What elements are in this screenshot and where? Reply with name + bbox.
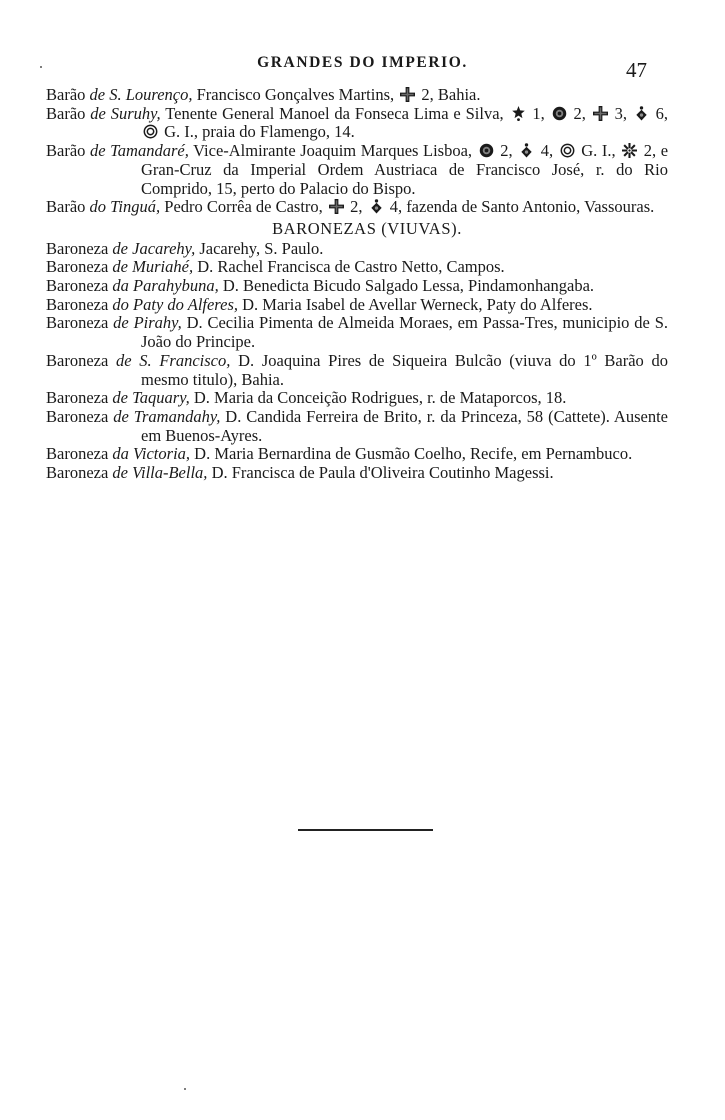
entry-preposition: de <box>113 313 129 333</box>
decoration-value: 2 <box>350 197 359 217</box>
entry-text: D. Benedicta Bicudo Salgado Lessa, Pindamonhangaba. <box>218 276 595 296</box>
entry-text: D. Maria da Conceição Rodrigues, r. de Mataporcos, 18. <box>189 388 567 408</box>
entry-text: Vice-Almirante Joaquim Marques Lisboa, <box>188 141 477 161</box>
entries-list <box>46 86 668 483</box>
entry-preposition: de <box>112 257 128 277</box>
entry-text: Tenente General Manoel da Fonseca Lima e Silva, <box>160 103 509 123</box>
entry-text: D. Joaquina Pires de Siqueira Bulcão (viuva do 1º Barão do mesmo titulo), Bahia. <box>141 350 669 389</box>
entry-preposition: de <box>89 141 106 161</box>
entry-title: Baroneza <box>46 444 109 464</box>
decoration-value: 4 <box>389 197 398 217</box>
entry-preposition: de <box>116 350 132 370</box>
entry-place: Pirahy, <box>133 313 182 333</box>
entry-preposition: do <box>89 197 107 217</box>
entry-title: Barão <box>46 197 86 217</box>
entry-title: Baroneza <box>46 257 109 277</box>
entry-title: Baroneza <box>46 238 109 258</box>
entry <box>46 408 668 445</box>
entry <box>46 296 668 315</box>
entry-text: D. Maria Isabel de Avellar Werneck, Paty do Alferes. <box>238 294 593 314</box>
cross-icon <box>400 87 415 102</box>
entry-title: Barão <box>46 85 86 104</box>
entry-place: Victoria, <box>133 444 191 464</box>
entry-text: Jacarehy, S. Paulo. <box>195 238 324 258</box>
entry-place: Tinguá, <box>110 197 161 217</box>
entry <box>46 352 668 389</box>
entry-title: Barão <box>46 103 86 123</box>
closing-rule <box>298 829 433 831</box>
entry <box>46 445 668 464</box>
entry-text: D. Candida Ferreira de Brito, r. da Princeza, 58 (Cattete). Ausente em Buenos-Ayres. <box>141 406 669 445</box>
entry-preposition: de <box>90 103 106 123</box>
decoration-value: G. I. <box>581 141 612 161</box>
entry-text: D. Maria Bernardina de Gusmão Coelho, Recife, em Pernambuco. <box>190 444 633 464</box>
entry <box>46 389 668 408</box>
cross-icon <box>593 106 608 121</box>
entry-place: Muriahé, <box>132 257 194 277</box>
entry-text: D. Cecilia Pimenta de Almeida Moraes, em Passa-Tres, municipio de S. João do Principe. <box>141 313 669 352</box>
entry-preposition: de <box>89 85 106 104</box>
order-badge-icon <box>369 199 384 214</box>
order-badge-icon <box>519 143 534 158</box>
circle-icon <box>560 143 575 158</box>
entry-preposition: de <box>113 406 129 426</box>
entry-title: Baroneza <box>46 350 109 370</box>
entry-preposition: de <box>112 238 128 258</box>
entry <box>46 258 668 277</box>
entry-place: S. Lourenço, <box>109 85 193 104</box>
decoration-value: 1 <box>532 103 541 123</box>
starburst-icon <box>622 143 637 158</box>
entry-tail: , praia do Flamengo, 14. <box>193 122 355 142</box>
print-speck <box>184 1088 186 1090</box>
cross-icon <box>329 199 344 214</box>
entry-tail: , e Gran-Cruz da Imperial Ordem Austriaca de Francisco José, r. do Rio Comprido, 15, perto do Palacio do Bispo. <box>141 141 669 198</box>
decoration-value: G. I. <box>164 122 194 142</box>
entry-place: Paty do Alferes, <box>133 294 238 314</box>
entry-preposition: da <box>112 276 129 296</box>
decoration-value: 2 <box>500 141 509 161</box>
entry-place: Taquary, <box>132 388 190 408</box>
decoration-value: 6 <box>655 103 664 123</box>
decoration-value: 2 <box>643 141 653 161</box>
decoration-value: 2 <box>421 85 430 104</box>
entry-title: Baroneza <box>46 406 109 426</box>
entry: Barão do Tinguá, Pedro Corrêa de Castro, 2, 4, fazenda de Santo Antonio, Vassouras. <box>46 197 655 217</box>
circle-icon <box>143 124 158 139</box>
entry-tail: , Bahia. <box>429 85 481 104</box>
decoration-value: 2 <box>573 103 582 123</box>
decoration-value: 3 <box>614 103 623 123</box>
entry: Barão de Tamandaré, Vice-Almirante Joaquim Marques Lisboa, 2, 4, G. I., 2, e Gran-Cruz da Imperial Ordem Austriaca de Francisco José, r. do Rio Comprido, 15, perto do Palacio do Bispo. <box>46 141 669 198</box>
entry-title: Baroneza <box>46 294 109 314</box>
entry-text: Francisco Gonçalves Martins, <box>192 85 399 104</box>
entry-preposition: do <box>112 294 129 314</box>
baronesses-section <box>46 240 668 483</box>
entry-title: Baroneza <box>46 388 109 408</box>
entry-text: Pedro Corrêa de Castro, <box>160 197 327 217</box>
section-heading: BARONEZAS (VIUVAS). <box>272 218 462 238</box>
entry <box>46 277 668 296</box>
print-speck <box>40 66 42 68</box>
entry-title: Baroneza <box>46 463 109 483</box>
entry-place: S. Francisco, <box>139 350 231 370</box>
entry <box>46 86 668 105</box>
entry-text: D. Rachel Francisca de Castro Netto, Campos. <box>193 257 505 277</box>
entry-title: Baroneza <box>46 276 109 296</box>
order-badge-icon <box>634 106 649 121</box>
entry-title: Barão <box>46 141 86 161</box>
entry-place: Jacarehy, <box>132 238 196 258</box>
entry-title: Baroneza <box>46 313 109 333</box>
barons-section <box>46 86 668 217</box>
entry-place: Parahybuna, <box>133 276 219 296</box>
decoration-value: 4 <box>540 141 549 161</box>
rose-medal-icon <box>552 106 567 121</box>
entry-place: Tamandaré, <box>110 141 189 161</box>
star-medal-icon <box>511 106 526 121</box>
entry-preposition: da <box>112 444 129 464</box>
rose-medal-icon <box>479 143 494 158</box>
entry-preposition: de <box>112 388 128 408</box>
entry-tail: , fazenda de Santo Antonio, Vassouras. <box>397 197 655 217</box>
entry-place: Villa-Bella, <box>132 463 208 483</box>
entry <box>46 240 668 259</box>
entry <box>46 314 668 351</box>
entry-preposition: de <box>112 463 128 483</box>
entry-place: Suruhy, <box>110 103 161 123</box>
entry-place: Tramandahy, <box>133 406 221 426</box>
entry: Barão de Suruhy, Tenente General Manoel da Fonseca Lima e Silva, 1, 2, 3, 6, G. I., praia do Flamengo, 14. <box>46 103 669 142</box>
entry <box>46 464 668 483</box>
page-number: 47 <box>626 58 647 82</box>
entry-text: D. Francisca de Paula d'Oliveira Coutinho Magessi. <box>207 463 554 483</box>
running-head: GRANDES DO IMPERIO. <box>257 54 468 71</box>
